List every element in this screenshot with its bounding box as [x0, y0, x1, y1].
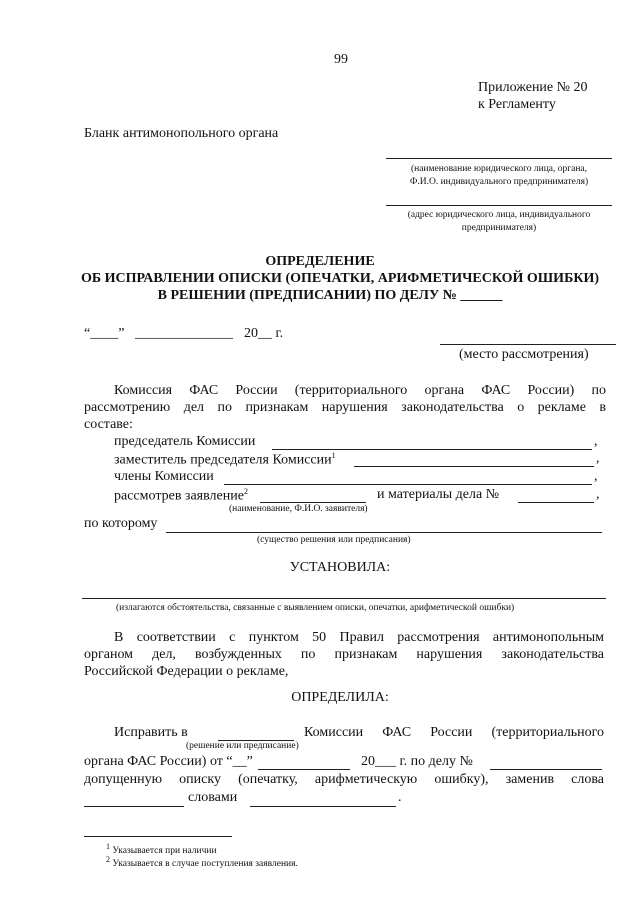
materials-label: и материалы дела №	[377, 487, 500, 502]
members-label: члены Комиссии	[114, 469, 214, 484]
addressee-name-line	[386, 158, 612, 159]
decided-line-2-start: органа ФАС России) от “__”	[84, 754, 253, 769]
addressee-address-line	[386, 205, 612, 206]
established-line	[82, 598, 606, 599]
commission-intro-2: рассмотрению дел по признакам нарушения законодательства о рекламе в	[84, 400, 606, 415]
commission-intro-3: составе:	[84, 417, 133, 432]
title-line-3: В РЕШЕНИИ (ПРЕДПИСАНИИ) ПО ДЕЛУ № ______	[157, 288, 503, 303]
members-comma: ,	[594, 469, 598, 484]
materials-comma: ,	[596, 487, 600, 502]
date-year: 20__ г.	[244, 326, 284, 341]
words-label: словами	[188, 790, 238, 805]
addressee-name-caption-1: (наименование юридического лица, органа,	[410, 164, 588, 174]
title-line-2: ОБ ИСПРАВЛЕНИИ ОПИСКИ (ОПЕЧАТКИ, АРИФМЕТИЧЕСКОЙ ОШИБКИ)	[80, 271, 600, 286]
appendix-line-1: Приложение № 20	[478, 80, 588, 95]
deputy-line	[354, 466, 594, 467]
footnote-separator	[84, 836, 232, 837]
footnote-1-text: Указывается при наличии	[112, 846, 217, 857]
decided-date-line	[258, 769, 350, 770]
decided-line-2-year: 20___ г. по делу №	[361, 754, 473, 769]
addressee-address-caption-2: предпринимателя)	[461, 223, 537, 233]
materials-line	[518, 502, 594, 503]
commission-intro-1: Комиссия ФАС России (территориального органа ФАС России) по	[114, 383, 606, 398]
chairman-label: председатель Комиссии	[114, 434, 256, 449]
basis-line-2: органом дел, возбужденных по признакам нарушения законодательства	[84, 647, 604, 662]
deputy-text: заместитель председателя Комиссии	[114, 452, 332, 468]
established-caption: (излагаются обстоятельства, связанные с выявлением описки, опечатки, арифметической ошибки)	[116, 603, 515, 613]
essence-caption: (существо решения или предписания)	[257, 535, 411, 545]
addressee-name-caption-2: Ф.И.О. индивидуального предпринимателя)	[409, 177, 589, 187]
date-quote: “____”	[84, 326, 125, 341]
new-words-line	[250, 806, 396, 807]
decision-caption: (решение или предписание)	[186, 741, 299, 751]
commission-text: Комиссии ФАС России (территориального	[304, 725, 604, 740]
application-text: рассмотрев заявление	[114, 488, 244, 504]
footnote-2	[106, 855, 298, 869]
decided-heading: ОПРЕДЕЛИЛА:	[291, 690, 389, 705]
members-line	[224, 484, 592, 485]
application-footnote-mark: 2	[243, 487, 248, 496]
footnote-1-mark: 1	[106, 842, 110, 851]
chairman-comma: ,	[594, 434, 598, 449]
decided-line-3: допущенную описку (опечатку, арифметическую ошибку), заменив слова	[84, 772, 604, 787]
application-line	[260, 502, 366, 503]
footnote-2-text: Указывается в случае поступления заявления.	[112, 859, 298, 870]
applicant-caption: (наименование, Ф.И.О. заявителя)	[229, 504, 368, 514]
date-blank: ______________	[135, 326, 233, 341]
place-line	[440, 344, 616, 345]
place-caption: (место рассмотрения)	[459, 347, 589, 362]
page-number: 99	[334, 52, 348, 67]
footnote-2-mark: 2	[106, 855, 110, 864]
basis-line-1: В соответствии с пунктом 50 Правил рассмотрения антимонопольным	[114, 630, 604, 645]
deputy-footnote-mark: 1	[331, 451, 336, 460]
addressee-address-caption-1: (адрес юридического лица, индивидуального	[407, 210, 591, 220]
established-heading: УСТАНОВИЛА:	[289, 560, 391, 575]
deputy-label	[114, 451, 336, 469]
basis-line-3: Российской Федерации о рекламе,	[84, 664, 289, 679]
blank-label: Бланк антимонопольного органа	[84, 126, 279, 141]
correct-label: Исправить в	[114, 725, 188, 740]
deputy-comma: ,	[596, 451, 600, 466]
old-words-line	[84, 806, 184, 807]
end-dot: .	[398, 790, 402, 805]
chairman-line	[272, 449, 592, 450]
title-line-1: ОПРЕДЕЛЕНИЕ	[265, 254, 375, 269]
by-which-label: по которому	[84, 516, 158, 531]
by-which-line	[166, 532, 602, 533]
decided-case-line	[490, 769, 602, 770]
application-label	[114, 487, 248, 505]
appendix-line-2: к Регламенту	[478, 97, 556, 112]
